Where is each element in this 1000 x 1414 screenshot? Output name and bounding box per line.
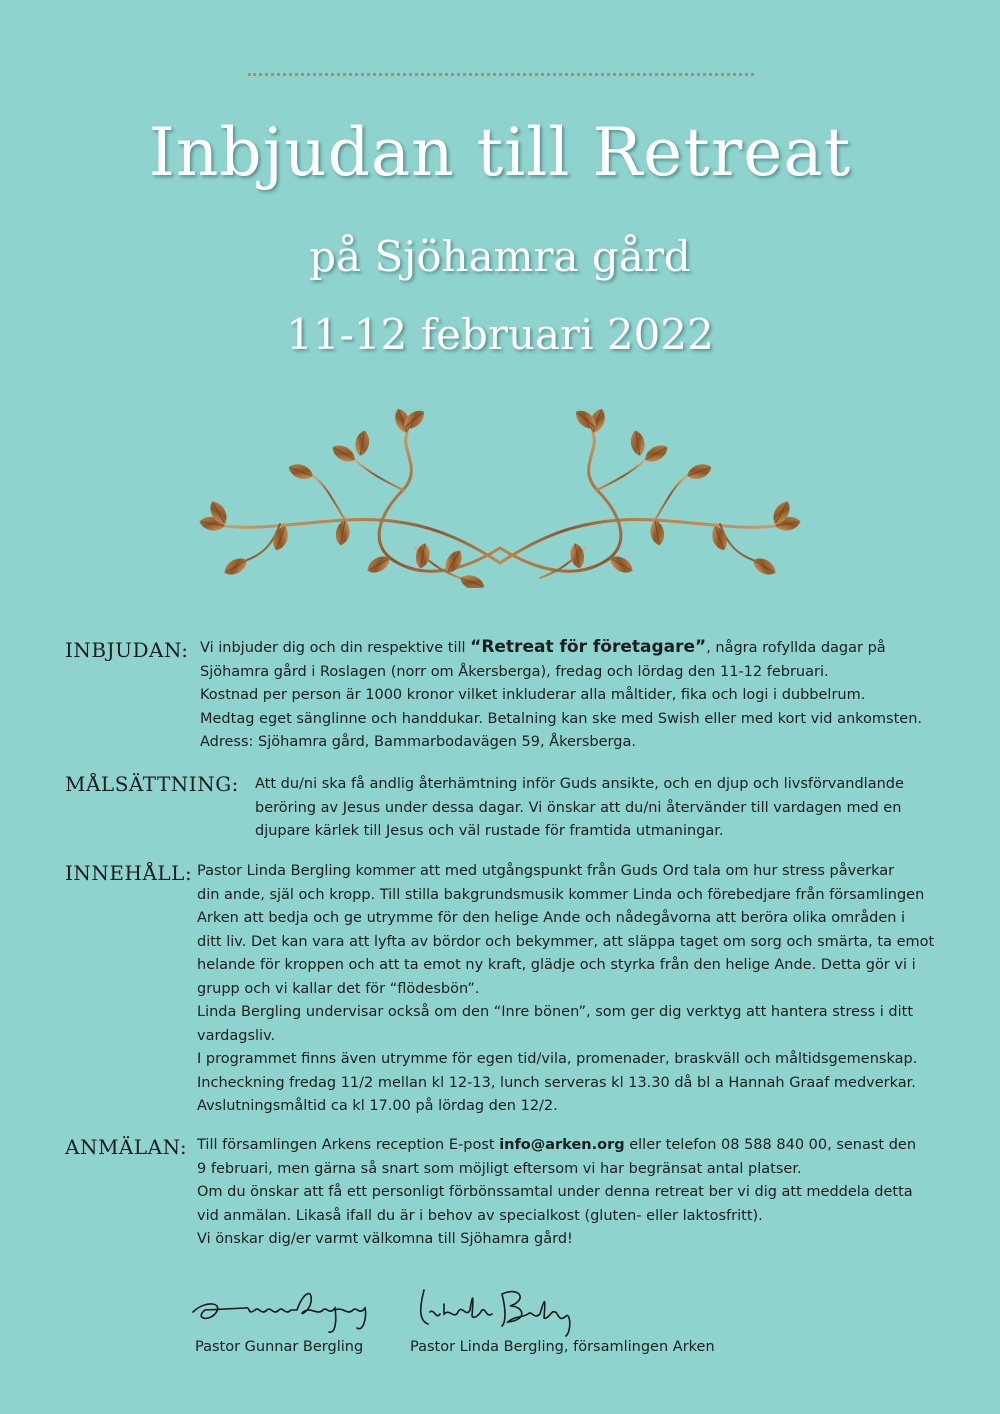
leaf-ornament-icon [185,398,815,588]
text-line: din ande, själ och kropp. Till stilla bakgrundsmusik kommer Linda och förebedjare från församlingen [197,886,925,903]
email-link[interactable]: info@arken.org [499,1137,625,1153]
section-text-innehall [197,860,934,1119]
text-line: Vi inbjuder dig och din respektive till “Retreat för företagare”, några rofyllda dagar på [200,637,886,657]
text-line: Arken att bedja och ge utrymme för den helige Ande och nådegåvorna att beröra olika områden i [197,910,906,926]
text-line: vid anmälan. Likaså ifall du är i behov av specialkost (gluten- eller laktosfritt). [197,1207,763,1224]
text-line: Avslutningsmåltid ca kl 17.00 på lördag den 12/2. [197,1098,558,1114]
signer-name-linda: Pastor Linda Bergling, församlingen Arken [410,1339,715,1355]
text-line: grupp och vi kallar det för “flödesbön”. [197,980,480,997]
text-line: Incheckning fredag 11/2 mellan kl 12-13, lunch serveras kl 13.30 då bl a Hannah Graaf medverkar. [197,1074,916,1091]
text-line: ditt liv. Det kan vara att lyfta av bördor och bekymmer, att släppa taget om sorg och smärta, ta emot [197,933,935,950]
text-line: Om du önskar att få ett personligt förbönssamtal under denna retreat ber vi dig att meddela detta [197,1184,913,1200]
text-line: djupare kärlek till Jesus och väl rustade för framtida utmaningar. [255,823,724,839]
section-text-malsattning [255,773,904,844]
text-line: Linda Bergling undervisar också om den “Inre bönen”, som ger dig verktyg att hantera stress i ditt [197,1004,914,1020]
text-line: Pastor Linda Bergling kommer att med utgångspunkt från Guds Ord tala om hur stress påverkar [197,863,895,879]
signature-gunnar [185,1282,375,1338]
text-line: Medtag eget sänglinne och handdukar. Betalning kan ske med Swish eller med kort vid ankomsten. [200,710,922,727]
left-leaves [198,406,487,588]
text-line: beröring av Jesus under dessa dagar. Vi önskar att du/ni återvänder till vardagen med en [255,799,902,816]
text-line: Kostnad per person är 1000 kronor vilket inkluderar alla måltider, fika och logi i dubbelrum. [200,687,866,703]
signer-name-gunnar: Pastor Gunnar Bergling [195,1339,364,1355]
section-label-anmalan: ANMÄLAN: [65,1135,188,1159]
text-line: vardagsliv. [197,1027,276,1044]
section-text-anmalan [197,1134,916,1252]
text-line: I programmet finns även utrymme för egen tid/vila, promenader, braskväll och måltidsgemenskap. [197,1051,918,1067]
section-label-malsattning: MÅLSÄTTNING: [65,772,239,796]
event-date: 11-12 februari 2022 [286,310,714,359]
signature-linda [410,1280,590,1340]
section-text-inbjudan [200,636,922,755]
venue-subtitle: på Sjöhamra gård [309,232,691,281]
text-line: Att du/ni ska få andlig återhämtning inför Guds ansikte, och en djup och livsförvandlande [255,776,904,792]
text-line: Vi önskar dig/er varmt välkomna till Sjöhamra gård! [197,1231,573,1247]
section-label-innehall: INNEHÅLL: [65,861,193,885]
text-line: Sjöhamra gård i Roslagen (norr om Åkersberga), fredag och lördag den 11-12 februari. [200,663,829,680]
page-title: Inbjudan till Retreat [148,114,852,191]
text-line: 9 februari, men gärna så snart som möjligt eftersom vi har begränsat antal platser. [197,1160,802,1177]
text-line: Adress: Sjöhamra gård, Bammarbodavägen 59, Åkersberga. [200,734,636,750]
section-label-inbjudan: INBJUDAN: [65,638,189,662]
text-line: Till församlingen Arkens reception E-post info@arken.org eller telefon 08 588 840 00, senast den [197,1137,917,1153]
dotted-divider [248,73,754,76]
text-line: helande för kroppen och att ta emot ny kraft, glädje och styrka från den helige Ande. Detta gör vi i [197,957,916,973]
